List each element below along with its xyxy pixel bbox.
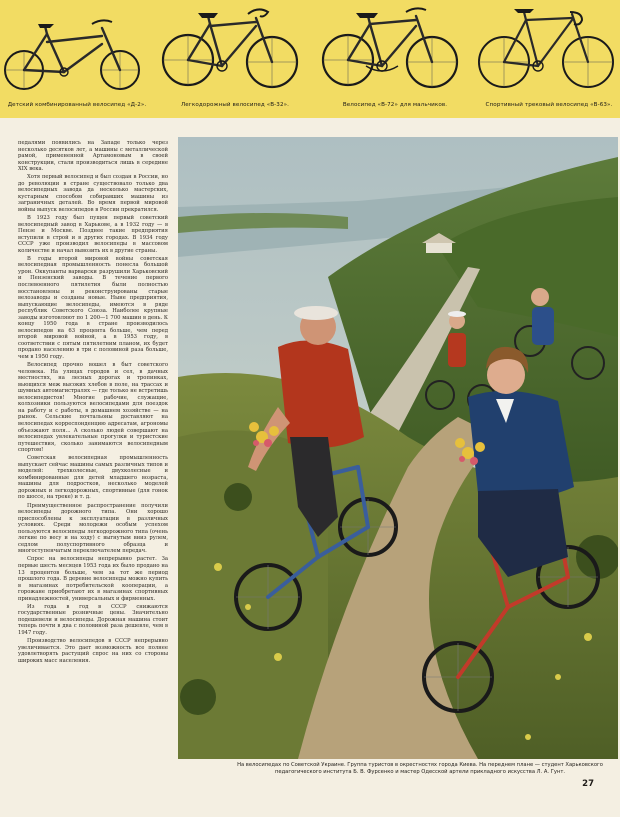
article-paragraph: Преимущественное распространение получили велосипеды дорожного типа. Они хорошо приспособлены к эксплуатации в различных условиях. Среди молодежи особым успехом пользуются велосипеды легкодорожного типа (очень легкие по весу и на ходу) с выгнутым вниз рулем, седлом полуспортивного образца и многоступенчатым переключателем передач. <box>18 502 168 555</box>
article-paragraph: В 1923 году был пущен первый советский велосипедный завод в Харькове, а в 1932 году — в Пензе и Москве. Позднее такие предприятия вступили в строй и в других городах. В 1934 году СССР уже производил велосипеды в массовом количестве и начал вывозить их в другие страны. <box>18 215 168 254</box>
bike-v63-drawing <box>474 4 620 100</box>
bike-caption: Легкодорожный велосипед «В-32». <box>180 102 290 108</box>
article-paragraph: Производство велосипедов в СССР непрерывно увеличивается. Это дает возможность все полнее удовлетворять растущий спрос на них со стороны широких масс населения. <box>18 637 168 664</box>
bike-d2-drawing <box>2 4 152 100</box>
cyclists-photo <box>178 137 618 759</box>
photo-illustration <box>178 137 618 759</box>
article-text-column <box>18 140 168 785</box>
bike-v63-figure <box>474 4 620 116</box>
bike-caption: Спортивный трековый велосипед «В-63». <box>485 102 613 108</box>
bike-caption: Велосипед «В-72» для мальчиков. <box>342 102 448 108</box>
bike-v32-drawing <box>160 4 310 100</box>
article-paragraph: Спрос на велосипеды непрерывно растет. За первые шесть месяцев 1953 года их было продано на 13 процентов больше, чем за тот же период прошлого года. В деревне велосипеды можно купить в магазинах потребительской кооперации, а горожане приобретают их в магазинах спортивных принадлежностей, универсальных и фирменных. <box>18 556 168 602</box>
photo-caption: На велосипедах по Советской Украине. Группа туристов в окрестностях города Киева. На переднем плане — студент Харьковского педагогического института Б. В. Фурсенко и мастер Одесской артели прикладного искусства Л. А. Гунт. <box>237 762 603 775</box>
article-paragraph: педалями появились на Западе только через несколько десятков лет, а машины с металлической рамой, примененной Артамоновым в своей конструкции, стали производиться лишь в середине XIX века. <box>18 140 168 173</box>
bike-v72-drawing <box>320 4 470 100</box>
page-number: 27 <box>582 779 594 789</box>
article-paragraph: Хотя первый велосипед и был создан в России, но до революции в стране существовало только два велосипедных завода да несколько мастерских, кустарным способом собиравших машины из заграничных деталей. Во время первой мировой войны выпуск велосипедов в России прекратился. <box>18 174 168 213</box>
bike-d2-figure <box>2 4 152 116</box>
bike-caption: Детский комбинированный велосипед «Д-2». <box>7 102 147 108</box>
bicycle-models-band <box>0 0 620 118</box>
bike-v72-figure <box>320 4 470 116</box>
article-paragraph: Советская велосипедная промышленность выпускает сейчас машины самых различных типов и моделей: трехколесные, двухколесные и комбинированные для детей младшего возраста, машины для подростков, несколько моделей дорожных и легкодорожных, спортивные (для гонок по шоссе, на треке) и т. д. <box>18 455 168 501</box>
article-paragraph: В годы второй мировой войны советская велосипедная промышленность понесла большой урон. Оккупанты варварски разрушили Харьковский и Пензенский заводы. В течение первого послевоенного пятилетия были полностью восстановлены и реконструированы старые велозаводы и созданы новые. Ныне предприятия, выпускающие велосипеды, имеются в ряде республик Советского Союза. Наиболее крупные заводы изготовляют по 1 200—1 700 машин в день. К концу 1950 года в стране производилось велосипедов на 63 процента больше, чем перед второй мировой войной, а в 1953 году, в соответствии с пятым пятилетним планом, их будет продано населению в три с половиной раза больше, чем в 1950 году. <box>18 255 168 360</box>
article-paragraph: Из года в год в СССР снижаются государственные розничные цены. Значительно подешевели и велосипеды. Дорожная машина стоит теперь почти в два с половиной раза дешевле, чем в 1947 году. <box>18 603 168 636</box>
article-paragraph: Велосипед прочно вошел в быт советского человека. На улицах городов и сел, в дачных местностях, на лесных дорогах и тропинках, вьющихся меж высоких хлебов в поле, на трассах и шумных автомагистралях — где только не встретишь велосипедистов! Многие рабочие, служащие, колхозники пользуются велосипедами для поездок на работу и с работы, в домашнем хозяйстве — на рынок. Сельские почтальоны доставляют на велосипедах корреспонденцию адресатам, агрономы объезжают поля... А сколько людей совершают на велосипедах увлекательные прогулки и туристские путешествия, сколько занимаются велосипедным спортом! <box>18 362 168 454</box>
bike-v32-figure <box>160 4 310 116</box>
